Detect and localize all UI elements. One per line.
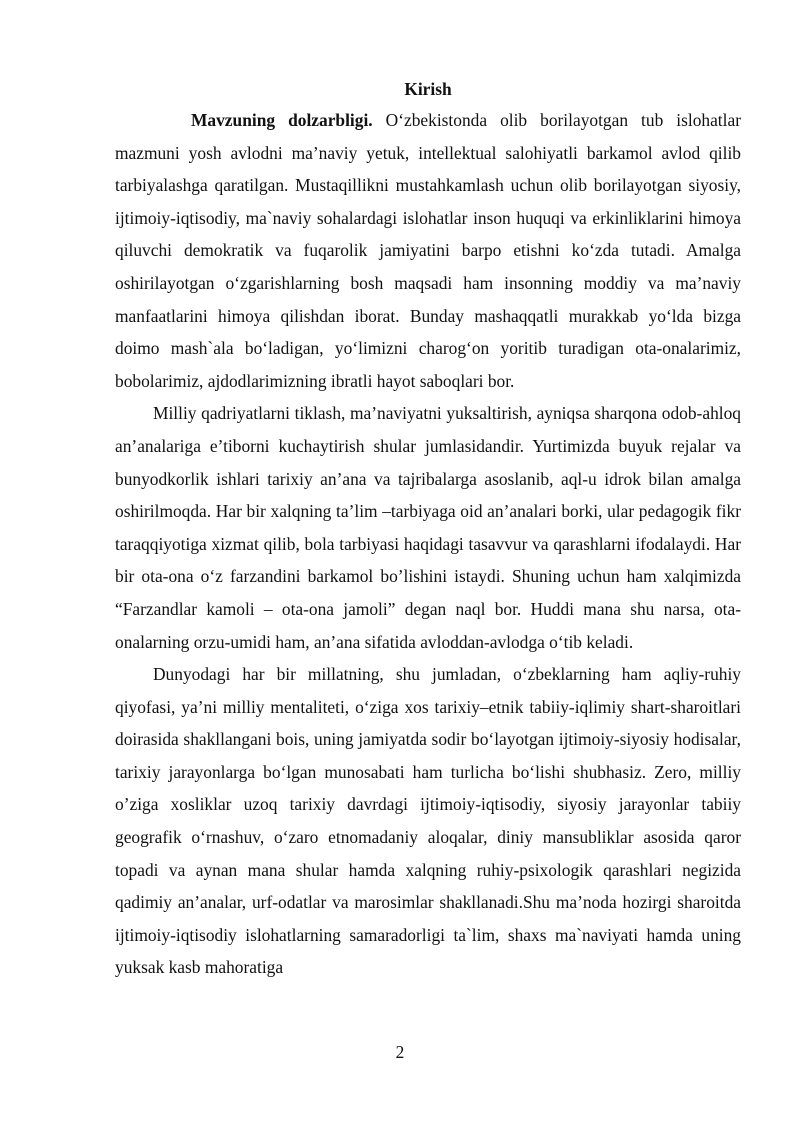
page-number: 2 bbox=[395, 1042, 405, 1062]
paragraph-text: Milliy qadriyatlarni tiklash, ma’naviyatni yuksaltirish, ayniqsa sharqona odob-ahloq an’analariga e’tiborni kuchaytirish shular jumlasidandir. Yurtimizda buyuk rejalar va bunyodkorlik ishlari tarixiy an’ana va tajribalarga asoslanib, aql-u idrok bilan amalga oshirilmoqda. Har bir xalqning ta’lim –tarbiyaga oid an’analari borki, ular pedagogik fikr taraqqiyotiga xizmat qilib, bola tarbiyasi haqidagi tasavvur va qarashlarni ifodalaydi. Har bir ota-ona o‘z farzandini barkamol bo’lishini istaydi. Shuning uchun ham xalqimizda “Farzandlar kamoli – ota-ona jamoli” degan naql bor. Huddi mana shu narsa, ota-onalarning orzu-umidi ham, an’ana sifatida avloddan-avlodga o‘tib keladi. bbox=[115, 403, 741, 652]
paragraph-text: Dunyodagi har bir millatning, shu jumladan, o‘zbeklarning ham aqliy-ruhiy qiyofasi, ya’ni milliy mentaliteti, o‘ziga xos tarixiy–etnik tabiiy-iqlimiy shart-sharoitlari doirasida shakllangani bois, uning jamiyatda sodir bo‘layotgan ijtimoiy-siyosiy hodisalar, tarixiy jarayonlarga bo‘lgan munosabati ham turlicha bo‘lishi shubhasiz. Zero, milliy o’ziga xosliklar uzoq tarixiy davrdagi ijtimoiy-iqtisodiy, siyosiy jarayonlar tabiiy geografik o‘rnashuv, o‘zaro etnomadaniy aloqalar, diniy mansubliklar asosida qaror topadi va aynan mana shular hamda xalqning ruhiy-psixologik qarashlari negizida qadimiy an’analar, urf-odatlar va marosimlar shakllanadi.Shu ma’noda hozirgi sharoitda ijtimoiy-iqtisodiy islohatlarning samaradorligi ta`lim, shaxs ma`naviyati hamda uning yuksak kasb mahoratiga bbox=[115, 664, 741, 978]
paragraph-national-mentality bbox=[115, 658, 741, 984]
paragraph-text: O‘zbekistonda olib borilayotgan tub islohatlar mazmuni yosh avlodni ma’naviy yetuk, intellektual salohiyatli barkamol avlod qilib tarbiyalashga qaratilgan. Mustaqillikni mustahkamlash uchun olib borilayotgan siyosiy, ijtimoiy-iqtisodiy, ma`naviy sohalardagi islohatlar inson huquqi va erkinliklarini himoya qiluvchi demokratik va fuqarolik jamiyatini barpo etishni ko‘zda tutadi. Amalga oshirilayotgan o‘zgarishlarning bosh maqsadi ham insonning moddiy va ma’naviy manfaatlarini himoya qilishdan iborat. Bunday mashaqqatli murakkab yo‘lda bizga doimo mash`ala bo‘ladigan, yo‘limizni charog‘on yoritib turadigan ota-onalarimiz, bobolarimiz, ajdodlarimizning ibratli hayot saboqlari bor. bbox=[115, 110, 741, 391]
paragraph-national-values bbox=[115, 397, 741, 658]
document-body bbox=[115, 74, 741, 984]
paragraph-relevance bbox=[115, 104, 741, 397]
paragraph-lead-heading: Mavzuning dolzarbligi. bbox=[191, 110, 373, 130]
page-title: Kirish bbox=[404, 79, 452, 99]
